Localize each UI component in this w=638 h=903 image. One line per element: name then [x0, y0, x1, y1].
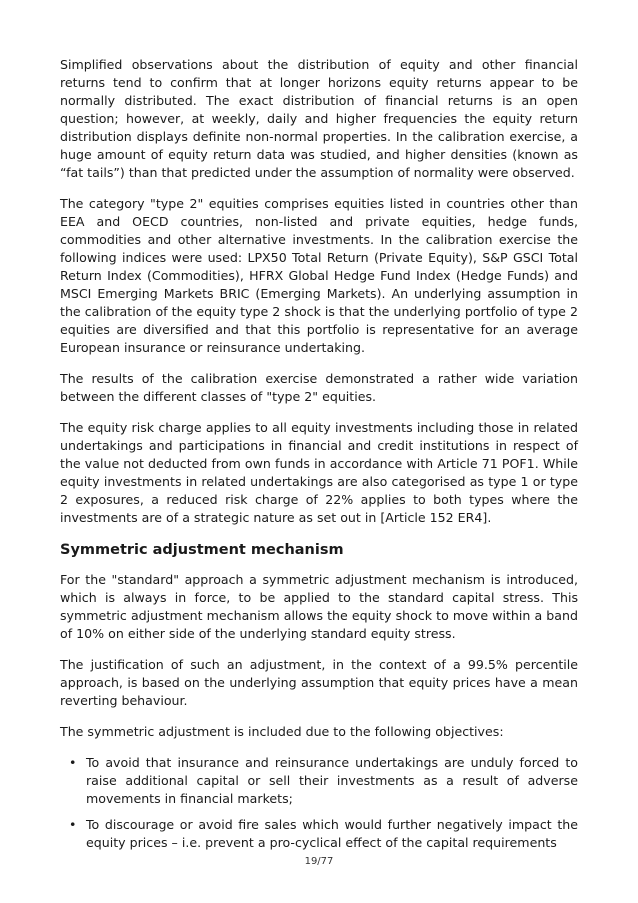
paragraph-equity-risk-charge: The equity risk charge applies to all equity investments including those in related undertakings and participations in financial and credit institutions in respect of the value not deducted from own funds in accordance with Article 71 POF1. While equity investments in related undertakings are also categorised as type 1 or type 2 exposures, a reduced risk charge of 22% applies to both types where the investments are of a strategic nature as set out in [Article 152 ER4]. [60, 420, 578, 525]
paragraph-justification: The justification of such an adjustment, in the context of a 99.5% percentile approach, is based on the underlying assumption that equity prices have a mean reverting behaviour. [60, 657, 578, 708]
list-item-text: To discourage or avoid fire sales which would further negatively impact the equity prices – i.e. prevent a pro-cyclical effect of the capital requirements [86, 817, 578, 850]
page-number: 19/77 [304, 856, 334, 867]
section-heading: Symmetric adjustment mechanism [60, 542, 344, 558]
paragraph-type2-equities: The category "type 2" equities comprises equities listed in countries other than EEA and OECD countries, non-listed and private equities, hedge funds, commodities and other alternative investments. In the calibration exercise the following indices were used: LPX50 Total Return (Private Equity), S&P GSCI Total Return Index (Commodities), HFRX Global Hedge Fund Index (Hedge Funds) and MSCI Emerging Markets BRIC (Emerging Markets). An underlying assumption in the calibration of the equity type 2 shock is that the underlying portfolio of type 2 equities are diversified and that this portfolio is representative for an average European insurance or reinsurance undertaking. [60, 196, 578, 355]
bullet-icon: • [69, 817, 77, 832]
bullet-icon: • [69, 755, 77, 770]
paragraph-fat-tails: Simplified observations about the distribution of equity and other financial returns tend to confirm that at longer horizons equity returns appear to be normally distributed. The exact distribution of financial returns is an open question; however, at weekly, daily and higher frequencies the equity return distribution displays definite non-normal properties. In the calibration exercise, a huge amount of equity return data was studied, and higher densities (known as “fat tails”) than that predicted under the assumption of normality were observed. [60, 57, 578, 180]
list-item [60, 816, 578, 852]
document-page [60, 56, 578, 860]
paragraph-standard-approach: For the "standard" approach a symmetric adjustment mechanism is introduced, which is always in force, to be applied to the standard capital stress. This symmetric adjustment mechanism allows the equity shock to move within a band of 10% on either side of the underlying standard equity stress. [60, 572, 578, 641]
paragraph-objectives-intro: The symmetric adjustment is included due to the following objectives: [60, 724, 504, 739]
list-item [60, 754, 578, 808]
paragraph-calibration-results: The results of the calibration exercise demonstrated a rather wide variation between the different classes of "type 2" equities. [60, 371, 578, 404]
list-item-text: To avoid that insurance and reinsurance undertakings are unduly forced to raise additional capital or sell their investments as a result of adverse movements in financial markets; [86, 755, 578, 806]
objectives-list [60, 754, 578, 852]
